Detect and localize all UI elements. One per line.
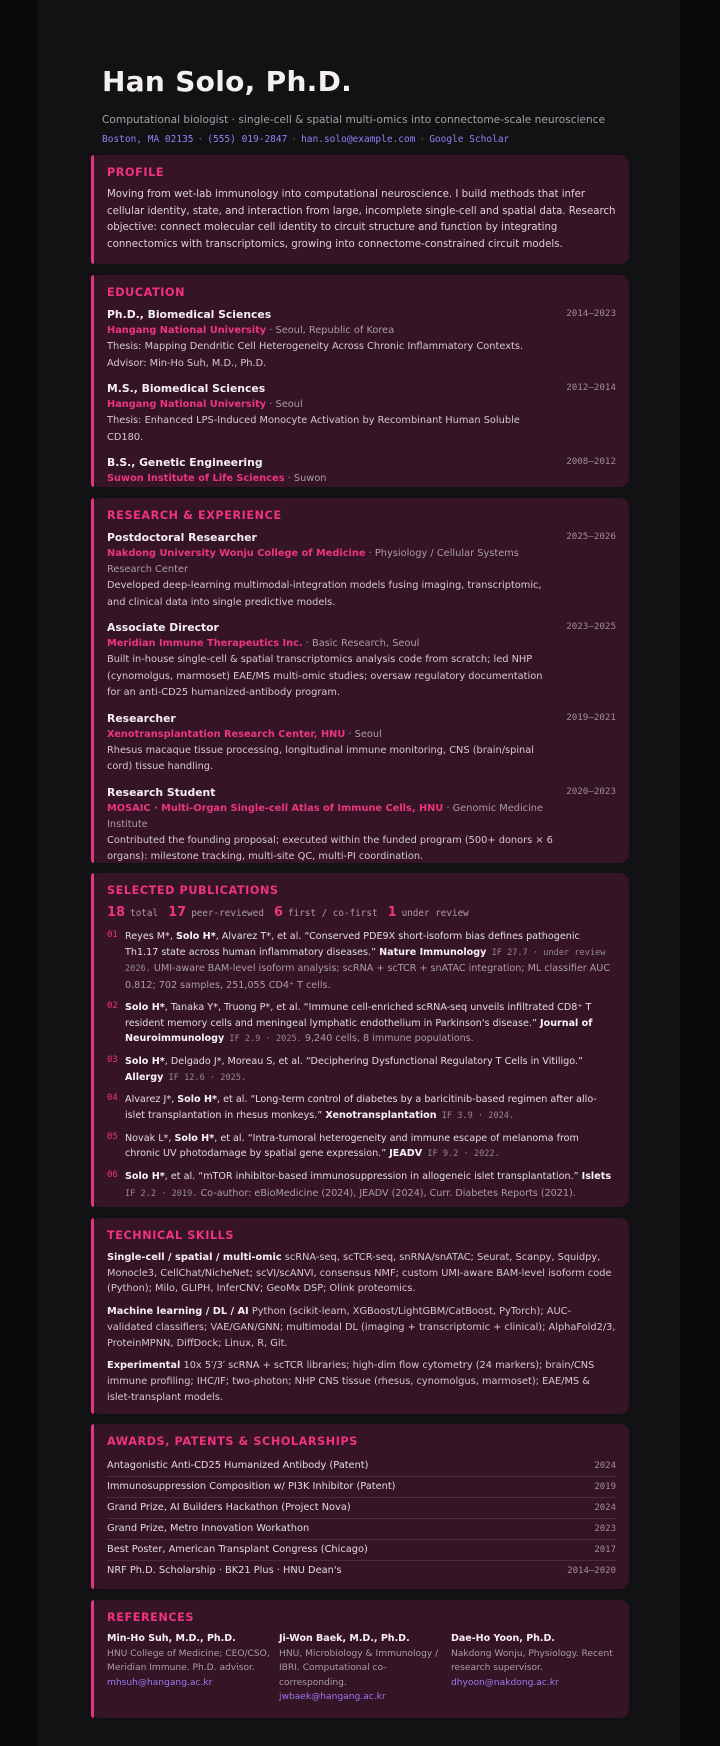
entry-organization [107,546,616,578]
award-year: 2023 [594,1524,616,1534]
section-title: AWARDS, PATENTS & SCHOLARSHIPS [107,1435,358,1448]
award-name: Best Poster, American Transplant Congress (Chicago) [107,1544,368,1555]
organization-name: Meridian Immune Therapeutics Inc. [107,638,303,649]
award-name: Antagonistic Anti-CD25 Humanized Antibody (Patent) [107,1460,369,1471]
citation-text: , Tanaka Y*, Truong P*, et al. “Immune cell-enriched scRNA-seq unveils infiltrated CD8⁺ T resident memory cells and meningeal lymphatic endothelium in Parkinson's disease.” [125,1001,592,1029]
reference-affiliation: Nakdong Wonju, Physiology. Recent research supervisor. [451,1648,613,1674]
entry-organization [107,801,616,833]
entry-description: Rhesus macaque tissue processing, longitudinal immune monitoring, CNS (brain/spinal cord) tissue handling. [107,744,534,772]
skill-details: 10x 5′/3′ scRNA + scTCR libraries; high-dim flow cytometry (24 markers); brain/CNS immune profiling; IHC/IF; two-photon; NHP CNS tissue (rhesus, cynomolgus, marmoset); EAE/MS & islet-transplant models. [107,1360,595,1403]
contact-email[interactable]: han.solo@example.com [301,134,416,145]
award-year: 2024 [594,1461,616,1471]
person-name: Han Solo, Ph.D. [102,65,353,98]
organization-location: · Basic Research, Seoul [302,638,420,649]
resume-header [102,64,662,145]
skill-group [107,1304,616,1351]
stat-item [107,905,159,920]
institution-name: Hangang National University [107,325,267,336]
reference-affiliation: HNU College of Medicine; CEO/CSO, Meridian Immune. Ph.D. advisor. [107,1648,270,1674]
organization-location: · Seoul [345,728,382,740]
impact-factor: IF 27.7 · under review 2026. [125,947,606,975]
journal-name: Islets [581,1171,612,1183]
degree-title: Ph.D., Biomedical Sciences [107,308,272,321]
citation-text: , et al. “Intra-tumoral heterogeneity and immune escape of melanoma from chronic UV photodamage by spatial gene expression.” [125,1132,579,1160]
publication-citation [125,1092,616,1124]
organization-name: MOSAIC · Multi-Organ Single-cell Atlas of Immune Cells, HNU [107,802,444,814]
awards-section [91,1424,629,1589]
reference-email[interactable]: mhsuh@hangang.ac.kr [107,1677,213,1688]
organization-location: · Physiology / Cellular Systems Research Center [107,548,519,575]
institution-name: Hangang National University [107,399,267,410]
award-year: 2017 [594,1545,616,1555]
impact-factor: IF 9.2 · 2022. [422,1149,500,1160]
entry-description: Thesis: Enhanced LPS-Induced Monocyte Activation by Recombinant Human Soluble CD180. [107,415,520,443]
impact-factor: IF 2.9 · 2025. [224,1034,302,1045]
stat-item [387,905,469,920]
entry-date: 2023–2025 [566,621,616,632]
reference-card [107,1632,279,1705]
impact-factor: IF 3.9 · 2024. [436,1111,515,1122]
publication-item [107,1000,616,1048]
entry-date: 2019–2021 [566,711,616,723]
google-scholar-link[interactable]: Google Scholar [429,134,510,145]
section-title: TECHNICAL SKILLS [107,1229,235,1242]
organization-location: · Genomic Medicine Institute [107,802,544,830]
award-row [107,1456,616,1477]
publication-item [107,1131,616,1163]
publications-section [91,873,629,1207]
skill-group [107,1250,616,1297]
skill-group [107,1358,616,1405]
entry-description: Thesis: Mapping Dendritic Cell Heterogeneity Across Chronic Inflammatory Contexts. Advisor: Min-Ho Suh, M.D., Ph.D. [107,341,524,369]
skill-category: Single-cell / spatial / multi-omic [107,1252,282,1263]
stat-number: 18 [107,905,126,920]
publication-note: UMI-aware BAM-level isoform analysis; scRNA + scTCR + snATAC integration; ML classifier AUC 0.812; 702 samples, 251,055 CD4⁺ T cells. [125,963,611,992]
publication-number: 04 [107,1093,118,1104]
skills-section [91,1218,629,1414]
stat-item [273,905,378,920]
author-self: Solo H* [125,1171,165,1183]
reference-name: Min-Ho Suh, M.D., Ph.D. [107,1633,236,1644]
reference-name: Dae-Ho Yoon, Ph.D. [451,1633,556,1644]
authors-before: Alvarez J*, [125,1094,178,1106]
entry-date: 2012–2014 [566,382,616,393]
entry-institution [107,323,616,339]
author-self: Solo H* [175,931,216,942]
publication-number: 06 [107,1170,118,1181]
degree-title: M.S., Biomedical Sciences [107,382,266,395]
reference-email[interactable]: jwbaek@hangang.ac.kr [279,1692,386,1703]
stat-label: peer-reviewed [191,908,264,919]
references-list [107,1632,616,1705]
publication-citation [125,1131,616,1163]
education-entry [107,381,616,446]
stat-label: first / co-first [288,908,378,919]
citation-text: , Alvarez T*, et al. “Conserved PDE9X short-isoform bias defines pathogenic Th1.17 state across human inflammatory diseases.” [125,931,580,958]
author-self: Solo H* [125,1055,165,1067]
role-title: Postdoctoral Researcher [107,531,257,544]
publication-number: 05 [107,1131,118,1142]
publication-item [107,1092,616,1124]
entry-institution [107,471,616,487]
stat-label: total [130,908,159,919]
citation-text: , et al. “mTOR inhibitor-based immunosuppression in allogeneic islet transplantation.” [164,1171,582,1183]
authors-before: Novak L*, [125,1132,175,1144]
awards-list [107,1456,616,1581]
award-year: 2019 [594,1482,616,1492]
citation-text: , Delgado J*, Moreau S, et al. “Deciphering Dysfunctional Regulatory T Cells in Vitiligo.” [164,1055,583,1067]
contact-phone[interactable]: (555) 019-2847 [207,134,288,145]
profile-section [91,155,629,264]
skill-details: scRNA-seq, scTCR-seq, snRNA/snATAC; Seurat, Scanpy, Squidpy, Monocle3, CellChat/NicheNet; scVI/scANVI, consensus NMF; custom UMI-aware BAM-level isoform code (Python); Milo, GLIPH, InferCNV; GeoMx DSP; Olink proteomics. [107,1252,612,1295]
entry-date: 2020–2023 [566,785,616,797]
award-name: NRF Ph.D. Scholarship · BK21 Plus · HNU Dean's [107,1565,342,1576]
reference-email[interactable]: dhyoon@nakdong.ac.kr [451,1677,559,1688]
award-row [107,1561,616,1581]
organization-name: Xenotransplantation Research Center, HNU [107,728,346,740]
reference-card [279,1632,451,1705]
experience-list [107,530,616,866]
award-name: Grand Prize, Metro Innovation Workathon [107,1523,310,1534]
profile-text: Moving from wet-lab immunology into computational neuroscience. I build methods that infer cellular identity, state, and interaction from large, incomplete single-cell and spatial data. Research objective: connect molecular cell identity to circuit structure and function by integrating connectomics with transcriptomics, growing into connectome-constrained circuit models. [107,189,616,250]
contact-location: Boston, MA 02135 [102,134,194,145]
journal-name: Xenotransplantation [325,1110,437,1122]
section-title: RESEARCH & EXPERIENCE [107,509,282,522]
publication-note: Co-author: eBioMedicine (2024), JEADV (2024), Curr. Diabetes Reports (2021). [197,1187,576,1199]
stat-number: 17 [168,905,187,920]
stat-number: 6 [273,905,283,920]
award-year: 2014–2020 [567,1566,616,1576]
section-title: PROFILE [107,166,165,179]
section-title: REFERENCES [107,1611,195,1624]
section-title: EDUCATION [107,286,186,299]
award-year: 2024 [594,1503,616,1513]
experience-section [91,498,629,863]
journal-name: Nature Immunology [379,946,487,958]
entry-date: 2014–2023 [566,308,616,319]
reference-affiliation: HNU, Microbiology & Immunology / IBRI. Computational co-corresponding. [279,1648,439,1688]
award-row [107,1540,616,1561]
organization-name: Nakdong University Wonju College of Medicine [107,548,366,559]
stat-item [168,905,264,920]
award-name: Grand Prize, AI Builders Hackathon (Project Nova) [107,1502,351,1513]
entry-date: 2025–2026 [566,531,616,542]
entry-date: 2008–2012 [566,456,616,467]
degree-title: B.S., Genetic Engineering [107,456,263,469]
skill-category: Experimental [107,1360,181,1372]
award-row [107,1477,616,1498]
publication-stats [107,905,616,920]
author-self: Solo H* [174,1132,215,1144]
award-row [107,1498,616,1519]
impact-factor: IF 12.6 · 2025. [163,1072,247,1083]
education-section [91,275,629,487]
publication-note: 9,240 cells, 8 immune populations. [301,1033,474,1045]
journal-name: JEADV [389,1148,423,1160]
reference-name: Ji-Won Baek, M.D., Ph.D. [279,1633,410,1644]
publication-number: 03 [107,1054,118,1065]
contact-line: Boston, MA 02135 · (555) 019-2847 · han.solo@example.com · Google Scholar [102,134,510,145]
institution-location: · Seoul, Republic of Korea [266,325,395,336]
reference-card [451,1632,623,1705]
experience-entry [107,530,616,611]
publication-citation [125,929,616,994]
entry-description: Developed deep-learning multimodal-integration models fusing imaging, transcriptomic, and clinical data into single predictive models. [107,580,542,608]
author-self: Solo H* [177,1094,218,1106]
experience-entry [107,711,616,776]
role-title: Associate Director [107,621,219,634]
journal-name: Allergy [125,1071,164,1083]
award-name: Immunosuppression Composition w/ PI3K Inhibitor (Patent) [107,1481,396,1492]
stat-number: 1 [387,905,397,920]
institution-location: · Suwon [284,473,327,484]
publication-item [107,1169,616,1202]
role-title: Research Student [107,785,216,799]
skill-category: Machine learning / DL / AI [107,1306,249,1318]
entry-description: Contributed the founding proposal; executed within the funded program (500+ donors × 6 organs): milestone tracking, multi-site QC, multi-PI coordination. [107,834,553,862]
education-entry [107,307,616,372]
award-row [107,1519,616,1540]
publication-item [107,929,616,994]
references-section [91,1600,629,1718]
education-entry [107,455,616,487]
experience-entry [107,785,616,866]
stat-label: under review [401,908,469,919]
entry-organization [107,727,616,743]
education-list [107,307,616,487]
impact-factor: IF 2.2 · 2019. [125,1188,198,1199]
publication-number: 01 [107,930,118,940]
entry-institution [107,397,616,413]
publication-citation [125,1054,616,1086]
entry-organization [107,636,616,652]
journal-name: Journal of Neuroimmunology [125,1017,593,1045]
authors-before: Reyes M*, [125,931,176,942]
institution-name: Suwon Institute of Life Sciences [107,473,285,484]
section-title: SELECTED PUBLICATIONS [107,884,279,897]
entry-description: Built in-house single-cell & spatial transcriptomics analysis code from scratch; led NHP (cynomolgus, marmoset) EAE/MS multi-omic studies; oversaw regulatory documentation for an anti-CD25 humanized-antibody program. [107,654,543,698]
skill-details: Python (scikit-learn, XGBoost/LightGBM/CatBoost, PyTorch); AUC-validated classifiers; VAE/GAN/GNN; multimodal DL (imaging + transcriptomic + clinical); AlphaFold2/3, ProteinMPNN, DiffDock; Linux, R, Git. [107,1306,616,1349]
publication-citation [125,1169,616,1202]
tagline: Computational biologist · single-cell & spatial multi-omics into connectome-scale neuroscience [102,114,606,126]
publication-item [107,1054,616,1086]
institution-location: · Seoul [266,399,303,410]
publication-citation [125,1000,616,1048]
publication-number: 02 [107,1000,118,1011]
experience-entry [107,620,616,702]
citation-text: , et al. “Long-term control of diabetes by a baricitinib-based regimen after allo-islet transplantation in rhesus monkeys.” [125,1094,597,1122]
publication-list [107,929,616,1203]
role-title: Researcher [107,711,176,725]
author-self: Solo H* [125,1001,165,1013]
skills-list [107,1250,616,1405]
